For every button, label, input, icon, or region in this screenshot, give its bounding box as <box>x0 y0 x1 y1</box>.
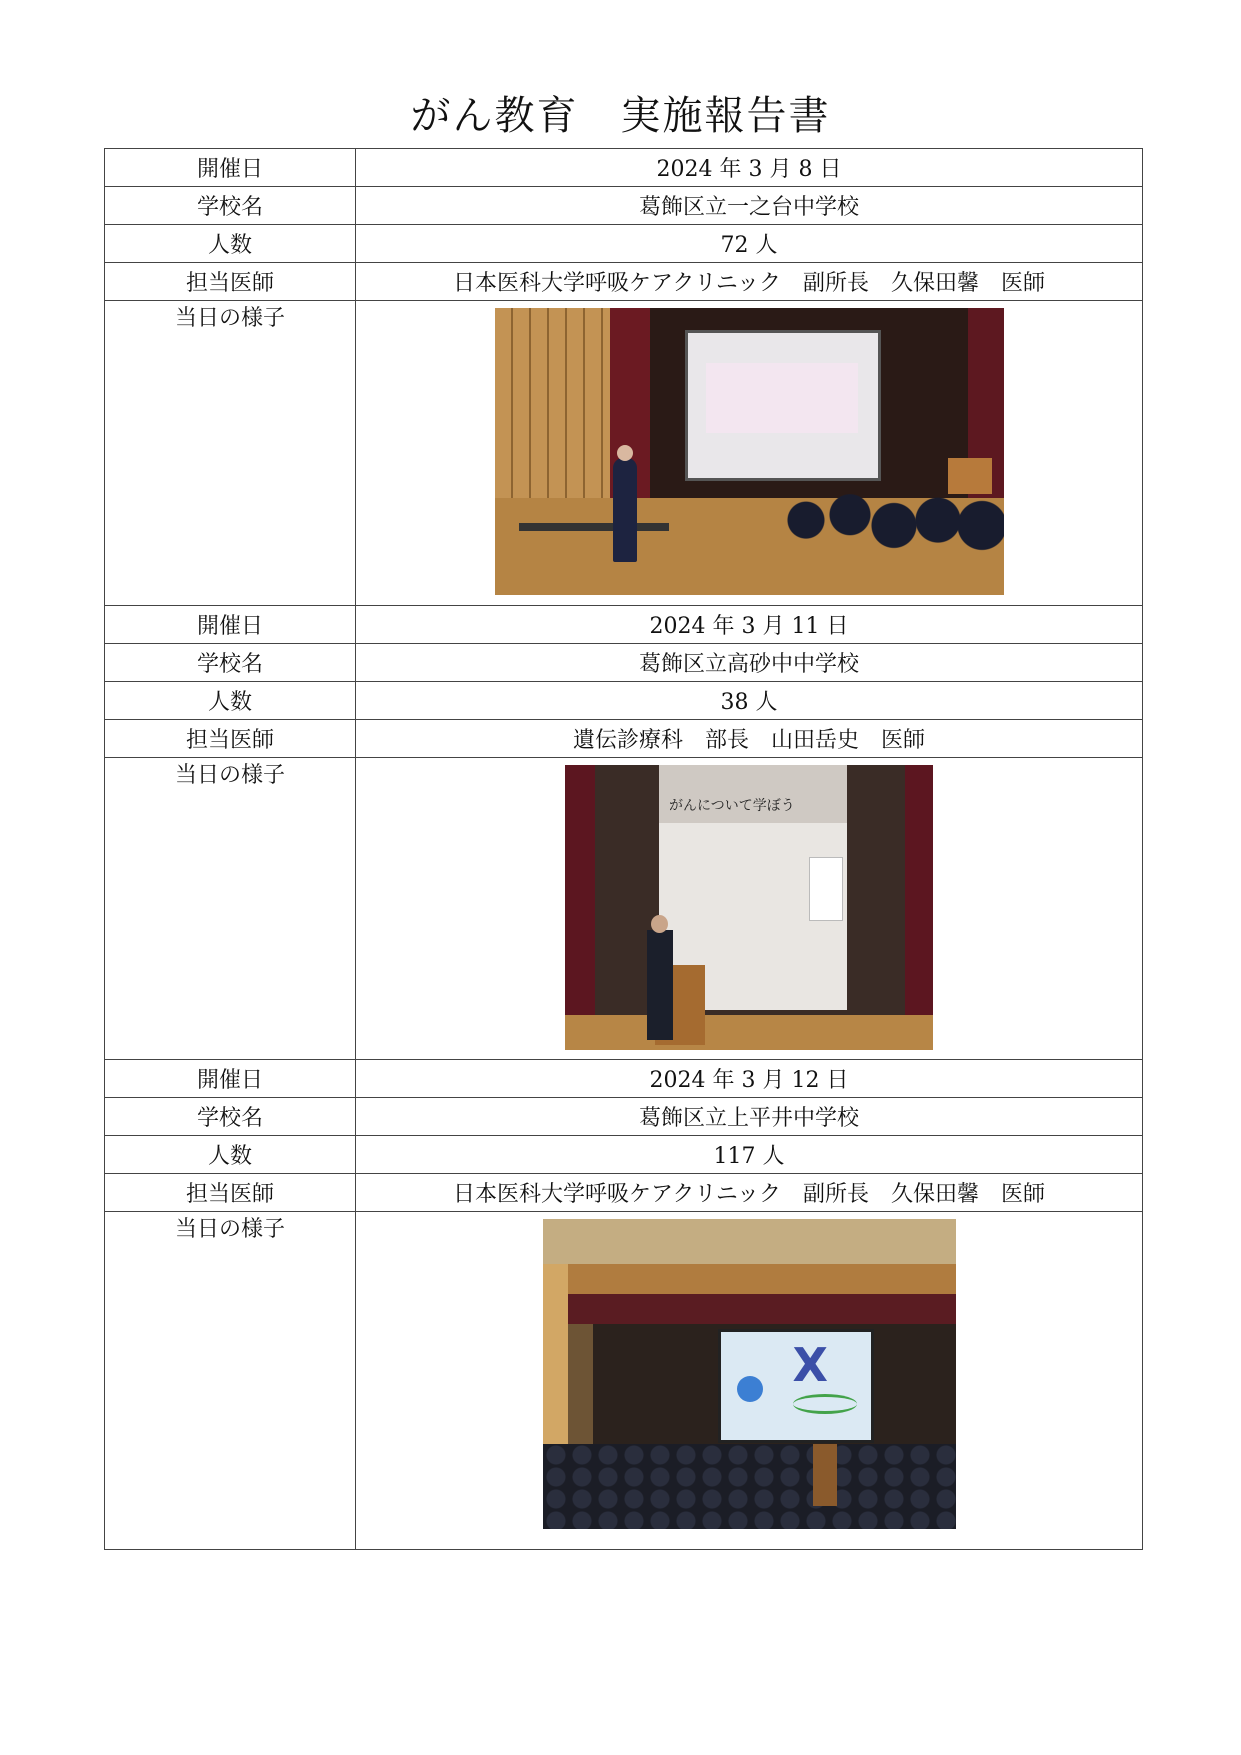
lecture-stage-photo <box>565 765 933 1050</box>
doctor-value: 日本医科大学呼吸ケアクリニック 副所長 久保田馨 医師 <box>356 1174 1143 1212</box>
scene-cell <box>356 301 1143 606</box>
school-label: 学校名 <box>105 187 356 225</box>
scene-label: 当日の様子 <box>105 1212 356 1550</box>
table-row <box>105 1098 1143 1136</box>
table-row <box>105 720 1143 758</box>
count-label: 人数 <box>105 1136 356 1174</box>
doctor-label: 担当医師 <box>105 1174 356 1212</box>
table-row <box>105 1060 1143 1098</box>
table-row <box>105 682 1143 720</box>
slide-title: がんについて学ぼう <box>669 798 795 814</box>
gymnasium-lecture-photo: X <box>543 1219 956 1529</box>
doctor-label: 担当医師 <box>105 263 356 301</box>
lecture-hall-photo <box>495 308 1004 595</box>
date-label: 開催日 <box>105 1060 356 1098</box>
doctor-value: 日本医科大学呼吸ケアクリニック 副所長 久保田馨 医師 <box>356 263 1143 301</box>
school-label: 学校名 <box>105 1098 356 1136</box>
date-label: 開催日 <box>105 149 356 187</box>
scene-label: 当日の様子 <box>105 301 356 606</box>
date-value: 2024 年 3 月 11 日 <box>356 606 1143 644</box>
date-value: 2024 年 3 月 8 日 <box>356 149 1143 187</box>
count-label: 人数 <box>105 682 356 720</box>
school-value: 葛飾区立高砂中中学校 <box>356 644 1143 682</box>
scene-cell <box>356 1212 1143 1550</box>
report-title: がん教育 実施報告書 <box>410 93 831 139</box>
scene-label: 当日の様子 <box>105 758 356 1060</box>
count-value: 117 人 <box>356 1136 1143 1174</box>
table-row <box>105 1136 1143 1174</box>
scene-cell <box>356 758 1143 1060</box>
table-row <box>105 606 1143 644</box>
count-label: 人数 <box>105 225 356 263</box>
table-row <box>105 1212 1143 1550</box>
doctor-value: 遺伝診療科 部長 山田岳史 医師 <box>356 720 1143 758</box>
table-row <box>105 187 1143 225</box>
report-table <box>104 148 1143 1550</box>
school-label: 学校名 <box>105 644 356 682</box>
date-label: 開催日 <box>105 606 356 644</box>
table-row <box>105 149 1143 187</box>
date-value: 2024 年 3 月 12 日 <box>356 1060 1143 1098</box>
table-row <box>105 1174 1143 1212</box>
school-value: 葛飾区立一之台中学校 <box>356 187 1143 225</box>
table-row <box>105 263 1143 301</box>
school-value: 葛飾区立上平井中学校 <box>356 1098 1143 1136</box>
count-value: 38 人 <box>356 682 1143 720</box>
table-row <box>105 225 1143 263</box>
table-row <box>105 644 1143 682</box>
count-value: 72 人 <box>356 225 1143 263</box>
doctor-label: 担当医師 <box>105 720 356 758</box>
table-row <box>105 758 1143 1060</box>
table-row <box>105 301 1143 606</box>
